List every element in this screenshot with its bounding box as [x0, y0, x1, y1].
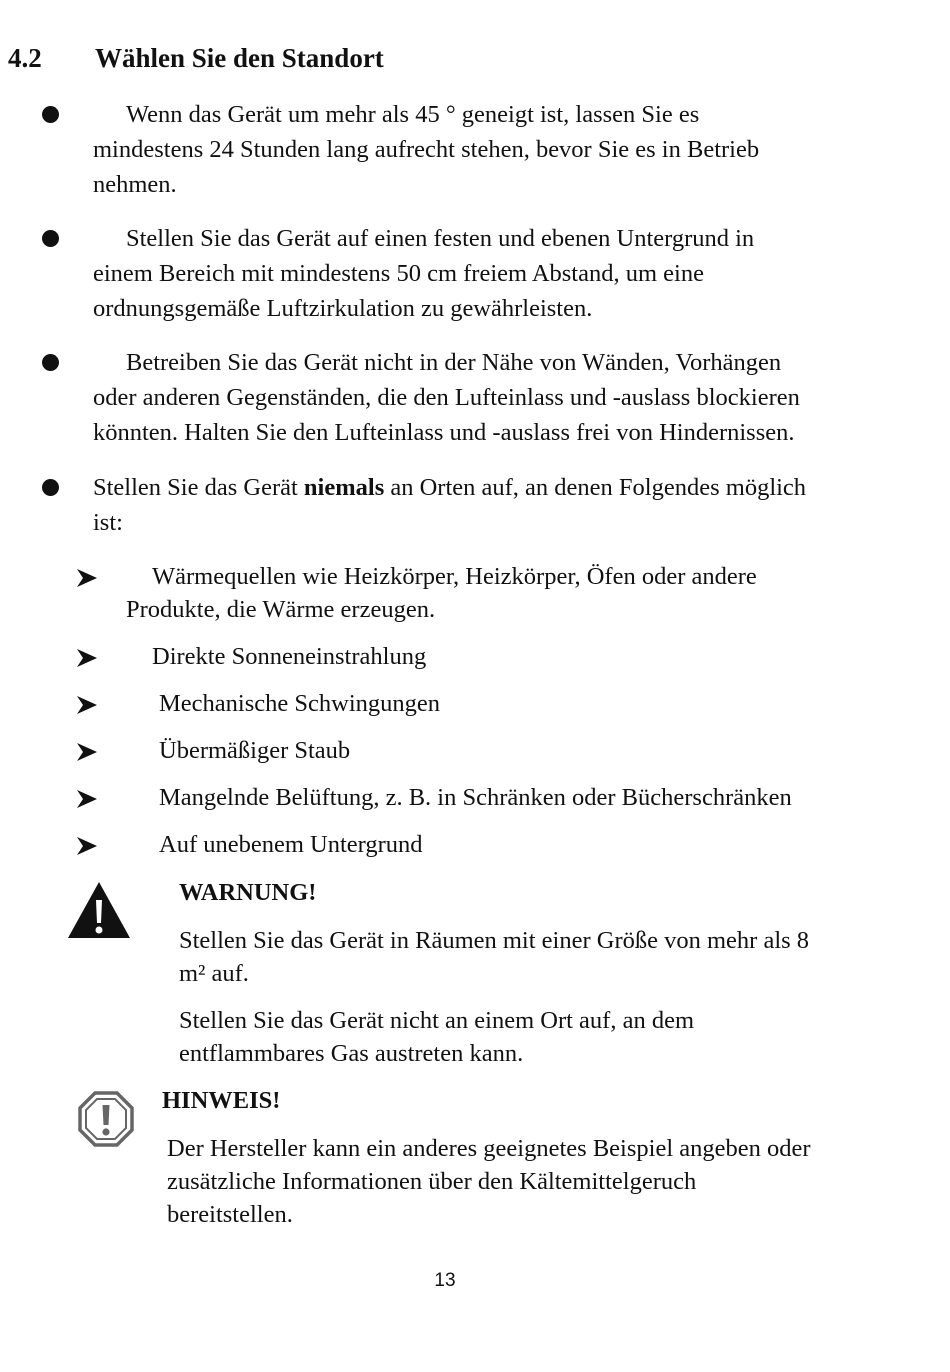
bullet-4-prefix: Stellen Sie das Gerät [93, 474, 304, 501]
arrow-bullet-icon [76, 742, 98, 762]
bullet-2-line-1: Stellen Sie das Gerät auf einen festen und ebenen Untergrund in [126, 225, 755, 252]
warning-para-1-line-2: m² auf. [179, 960, 249, 987]
sub-item-6: Auf unebenem Untergrund [159, 831, 423, 858]
bullet-3-line-3: könnten. Halten Sie den Lufteinlass und -auslass frei von Hindernissen. [93, 419, 795, 446]
sub-item-2: Direkte Sonneneinstrahlung [152, 643, 427, 670]
bullet-2-line-3: ordnungsgemäße Luftzirkulation zu gewährleisten. [93, 295, 593, 322]
section-number: 4.2 [8, 43, 42, 73]
warning-para-2-line-1: Stellen Sie das Gerät nicht an einem Ort auf, an dem [179, 1007, 695, 1034]
page-number: 13 [434, 1270, 456, 1291]
bullet-4-line-2: ist: [93, 509, 123, 536]
bullet-2-line-2: einem Bereich mit mindestens 50 cm freiem Abstand, um eine [93, 260, 704, 287]
section-title: Wählen Sie den Standort [95, 43, 384, 73]
warning-para-2-line-2: entflammbares Gas austreten kann. [179, 1040, 524, 1067]
sub-item-5: Mangelnde Belüftung, z. B. in Schränken oder Bücherschränken [159, 784, 792, 811]
bullet-1-line-1: Wenn das Gerät um mehr als 45 ° geneigt ist, lassen Sie es [126, 101, 700, 128]
exclamation-octagon-icon [77, 1090, 135, 1148]
arrow-bullet-icon [76, 568, 98, 588]
bullet-dot-icon [42, 479, 59, 496]
bullet-4-suffix: an Orten auf, an denen Folgendes möglich [384, 474, 807, 501]
sub-item-1-line-2: Produkte, die Wärme erzeugen. [126, 596, 436, 623]
bullet-dot-icon [42, 354, 59, 371]
warning-para-1-line-1: Stellen Sie das Gerät in Räumen mit einer Größe von mehr als 8 [179, 927, 810, 954]
bullet-4-emphasis: niemals [303, 474, 385, 501]
arrow-bullet-icon [76, 695, 98, 715]
bullet-3-line-1: Betreiben Sie das Gerät nicht in der Nähe von Wänden, Vorhängen [126, 349, 782, 376]
arrow-bullet-icon [76, 789, 98, 809]
bullet-1-line-3: nehmen. [93, 171, 177, 198]
bullet-dot-icon [42, 230, 59, 247]
sub-item-1-line-1: Wärmequellen wie Heizkörper, Heizkörper, Öfen oder andere [152, 563, 757, 590]
sub-item-3: Mechanische Schwingungen [159, 690, 440, 717]
note-line-3: bereitstellen. [167, 1201, 293, 1228]
note-line-1: Der Hersteller kann ein anderes geeignetes Beispiel angeben oder [167, 1135, 811, 1162]
warning-triangle-icon [66, 880, 132, 940]
sub-item-4: Übermäßiger Staub [159, 737, 351, 764]
note-title: HINWEIS! [162, 1087, 281, 1114]
arrow-bullet-icon [76, 648, 98, 668]
bullet-dot-icon [42, 106, 59, 123]
note-line-2: zusätzliche Informationen über den Kältemittelgeruch [167, 1168, 697, 1195]
bullet-3-line-2: oder anderen Gegenständen, die den Lufteinlass und -auslass blockieren [93, 384, 800, 411]
warning-title: WARNUNG! [179, 879, 317, 906]
bullet-4-line-1 [93, 470, 806, 505]
bullet-1-line-2: mindestens 24 Stunden lang aufrecht stehen, bevor Sie es in Betrieb [93, 136, 760, 163]
arrow-bullet-icon [76, 836, 98, 856]
